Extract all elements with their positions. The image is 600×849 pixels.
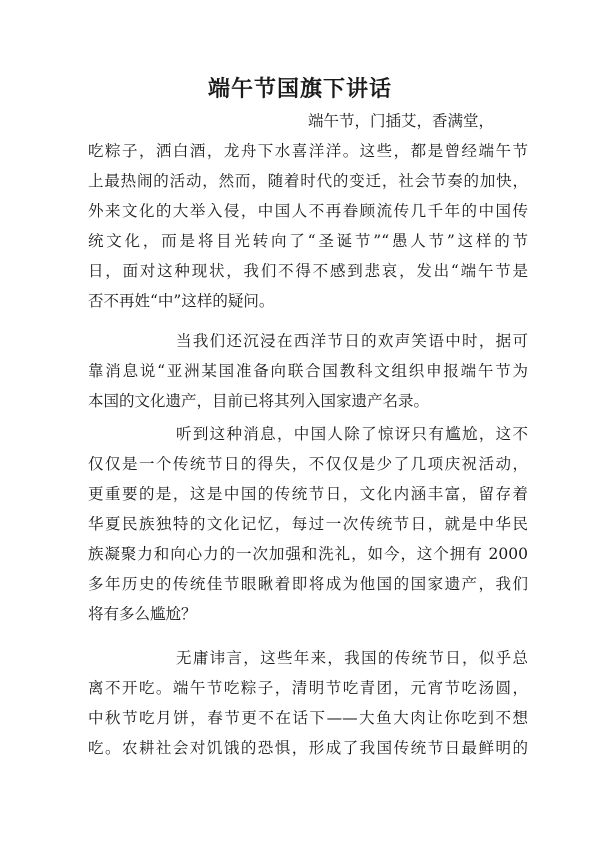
text-line: 否不再姓“中”这样的疑问。 <box>88 292 275 310</box>
text-line: 上最热闹的活动，然而，随着时代的变迁，社会节奏的加快， <box>88 172 528 190</box>
text-line: 本国的文化遗产，目前已将其列入国家遗产名录。 <box>88 392 430 410</box>
text-line: 听到这种消息，中国人除了惊讶只有尴尬，这不 <box>176 425 528 443</box>
text-line: 当我们还沉浸在西洋节日的欢声笑语中时，据可 <box>176 332 528 350</box>
text-line: 吃。农耕社会对饥饿的恐惧，形成了我国传统节日最鲜明的 <box>88 739 528 757</box>
paragraph-1 <box>88 106 528 316</box>
text-line: 将有多么尴尬？ <box>88 605 197 623</box>
text-line: 无庸讳言，这些年来，我国的传统节日，似乎总 <box>176 649 528 667</box>
text-line: 离不开吃。端午节吃粽子，清明节吃青团，元宵节吃汤圆， <box>88 679 528 697</box>
text-line: 华夏民族独特的文化记忆，每过一次传统节日，就是中华民 <box>88 515 528 533</box>
page-title: 端午节国旗下讲话 <box>207 76 392 102</box>
text-line: 更重要的是，这是中国的传统节日，文化内涵丰富，留存着 <box>88 485 528 503</box>
paragraph-2 <box>88 326 528 416</box>
text-line: 中秋节吃月饼，春节更不在话下——大鱼大肉让你吃到不想 <box>88 709 528 727</box>
text-line: 族凝聚力和向心力的一次加强和洗礼，如今，这个拥有 2000 <box>88 545 528 563</box>
text-line: 多年历史的传统佳节眼瞅着即将成为他国的国家遗产，我们 <box>88 575 528 593</box>
text-line: 仅仅是一个传统节日的得失，不仅仅是少了几项庆祝活动， <box>88 455 528 473</box>
text-line: 统文化，而是将目光转向了“圣诞节”“愚人节”这样的节 <box>88 232 528 250</box>
text-line: 端午节，门插艾，香满堂， <box>308 112 495 130</box>
text-line: 吃粽子，洒白酒，龙舟下水喜洋洋。这些，都是曾经端午节 <box>88 142 528 160</box>
paragraph-4 <box>88 643 528 763</box>
paragraph-3 <box>88 419 528 629</box>
text-line: 靠消息说“亚洲某国准备向联合国教科文组织申报端午节为 <box>88 362 528 380</box>
text-line: 外来文化的大举入侵，中国人不再眷顾流传几千年的中国传 <box>88 202 528 220</box>
text-line: 日，面对这种现状，我们不得不感到悲哀，发出“端午节是 <box>88 262 528 280</box>
